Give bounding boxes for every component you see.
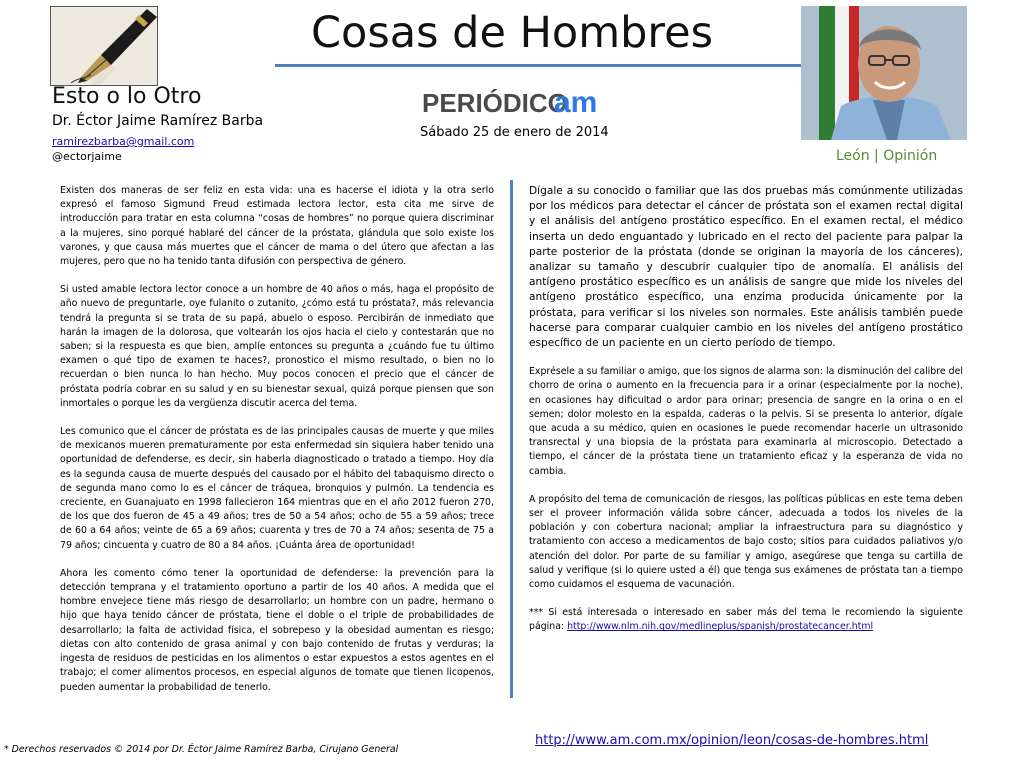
periodico-am-logo <box>420 84 604 120</box>
paragraph: Dígale a su conocido o familiar que las dos pruebas más comúnmente utilizadas por los médicos para detectar el cáncer de próstata son el examen rectal digital y el análisis del antígeno prostático específico. En el examen rectal, el médico inserta un dedo enguantado y lubricado en el recto del paciente para palpar la parte posterior de la próstata (donde se originan la mayoría de los cánceres), analizar su tamaño y descubrir cualquier tipo de anomalía. El análisis del antígeno prostático específico es un análisis de sangre que mide los niveles del antígeno prostático específico, una enzima producida únicamente por la próstata, para verificar si los niveles son normales. Este análisis también puede hacerse para comparar cualquier cambio en los niveles del antígeno prostático específico de un paciente en un cierto período de tiempo. <box>529 185 963 350</box>
publication-date: Sábado 25 de enero de 2014 <box>420 125 609 140</box>
paragraph: Les comunico que el cáncer de próstata es de las principales causas de muerte y que miles de mexicanos mueren prematuramente por esta enfermedad sin siquiera haber tenido una oportunidad de defenderse, es decir, sin haberla diagnosticado o tratado a tiempo. Hoy día es la segunda causa de muerte después del causado por el hábito del tabaquismo directo o de segunda mano como lo es el cáncer de tráquea, bronquios y pulmón. La tendencia es creciente, en Guanajuato en 1998 fallecieron 164 mientras que en el año 2012 fueron 270, de los que dos fueron de 45 a 49 años; tres de 50 a 54 años; ocho de 55 a 59 años; trece de 60 a 64 años; veinte de 65 a 69 años; cuarenta y tres de 70 a 74 años; sesenta de 75 a 79 años; cincuenta y cuatro de 80 a 84 años. ¡Cuánta área de oportunidad! <box>60 426 494 551</box>
author-handle: @ectorjaime <box>52 150 122 163</box>
copyright-notice: * Derechos reservados © 2014 por Dr. Éctor Jaime Ramírez Barba, Cirujano General <box>4 744 399 755</box>
column-name: Esto o lo Otro <box>52 84 202 109</box>
paragraph: Si usted amable lectora lector conoce a un hombre de 40 años o más, haga el propósito de año nuevo de preguntarle, oye fulanito o zutanito, ¿cómo está tu próstata?, más relevancia tendrá la pregunta si se trata de su papá, abuelo o esposo. Percibirán de inmediato que harán la imagen de la dolorosa, que voltearán los ojos hacia el cielo y contestarán que no saben; si la respuesta es que bien, amplíe entonces su pregunta a ¿cuándo fue tu último examen o qué tipo de examen te haces?, pronostico el mismo resultado, o bien no lo recuerdan o bien nunca lo han hecho. Muy pocos conocen el precio que el cáncer de próstata podría cobrar en su salud y en su bienestar sexual, quizá porque piensen que son inmortales o porque les da vergüenza discutir acerca del tema. <box>60 284 494 409</box>
author-name: Dr. Éctor Jaime Ramírez Barba <box>52 113 264 129</box>
closing-text: *** Si está interesada o interesado en saber más del tema le recomiendo la siguiente página: <box>529 607 963 633</box>
closing-paragraph <box>529 606 963 634</box>
section-label: León | Opinión <box>836 148 938 164</box>
column-divider <box>510 180 513 698</box>
fountain-pen-nib-icon <box>51 7 157 85</box>
medlineplus-link[interactable]: http://www.nlm.nih.gov/medlineplus/spanish/prostatecancer.html <box>567 621 874 633</box>
fountain-pen-image <box>50 6 158 86</box>
article-right-column <box>529 184 963 649</box>
paragraph: Exprésele a su familiar o amigo, que los signos de alarma son: la disminución del calibre del chorro de orina o aumento en la frecuencia para ir a orinar (especialmente por la noche), en ocasiones hay dificultad o ardor para orinar; presencia de sangre en la orina o en el semen; dolor molesto en la espalda, caderas o la pelvis. Si se presenta lo anterior, dígale que acuda a su médico, quien en ocasiones le puede recomendar hacerle un ultrasonido transrectal y una biopsia de la próstata para examinarla al microscopio. Detectado a tiempo, el cáncer de la próstata tiene un tratamiento eficaz y la esperanza de vida no cambia. <box>529 366 963 477</box>
article-url-link[interactable]: http://www.am.com.mx/opinion/leon/cosas-de-hombres.html <box>535 733 929 748</box>
author-photo <box>801 6 967 140</box>
author-email-link[interactable]: ramirezbarba@gmail.com <box>52 135 195 148</box>
paragraph: A propósito del tema de comunicación de riesgos, las políticas públicas en este tema deben ser el proveer información válida sobre cáncer, adecuada a todos los niveles de la población y con cobertura nacional; ampliar la infraestructura para su diagnóstico y tratamiento con acceso a medicamentos de bajo costo; sitios para cuidados paliativos y/o atención del dolor. Por parte de su familiar y amigo, asegúrese que tenga su cartilla de salud y verifique (si lo quiere usted a él) que tenga sus exámenes de próstata tan a tiempo como cuidamos el esquema de vacunación. <box>529 493 963 591</box>
paragraph: Existen dos maneras de ser feliz en esta vida: una es hacerse el idiota y la otra serlo expresó el famoso Sigmund Freud estimada lectora lector, esta cita me sirve de introducción para tratar en esta columna “cosas de hombres” no porque quiera discriminar a la mujeres, sino porqué hablaré del cáncer de la próstata, glándula que solo existe los varones, y que causa más muertes que el cáncer de mama o del útero que afectan a las mujeres, pero que no ha tenido tanta difusión con perspectiva de género. <box>60 185 494 268</box>
svg-text:am: am <box>554 86 598 119</box>
page-title: Cosas de Hombres <box>311 8 713 58</box>
article-left-column <box>60 184 494 709</box>
svg-text:PERIÓDICO: PERIÓDICO <box>422 88 568 118</box>
paragraph: Ahora les comento cómo tener la oportunidad de defenderse: la prevención para la detección temprana y el tratamiento oportuno a partir de los 40 años. A medida que el hombre envejece tiene más riesgo de desarrollarlo; un hombre con un padre, hermano o hijo que haya tenido cáncer de próstata, tiene el doble o el triple de probabilidades de desarrollarlo; la falta de actividad física, el sobrepeso y la obesidad aumentan es riesgo; dietas con alto contenido de grasa animal y con bajo contenido de frutas y verduras; la ingesta de residuos de pesticidas en los alimentos o estar expuestos a estos agentes en el trabajo; el comer alimentos procesos, en especial algunos de tomate que tienen licopenos, pueden aumentar la probabilidad de tenerlo. <box>60 567 494 693</box>
title-divider <box>275 64 803 67</box>
